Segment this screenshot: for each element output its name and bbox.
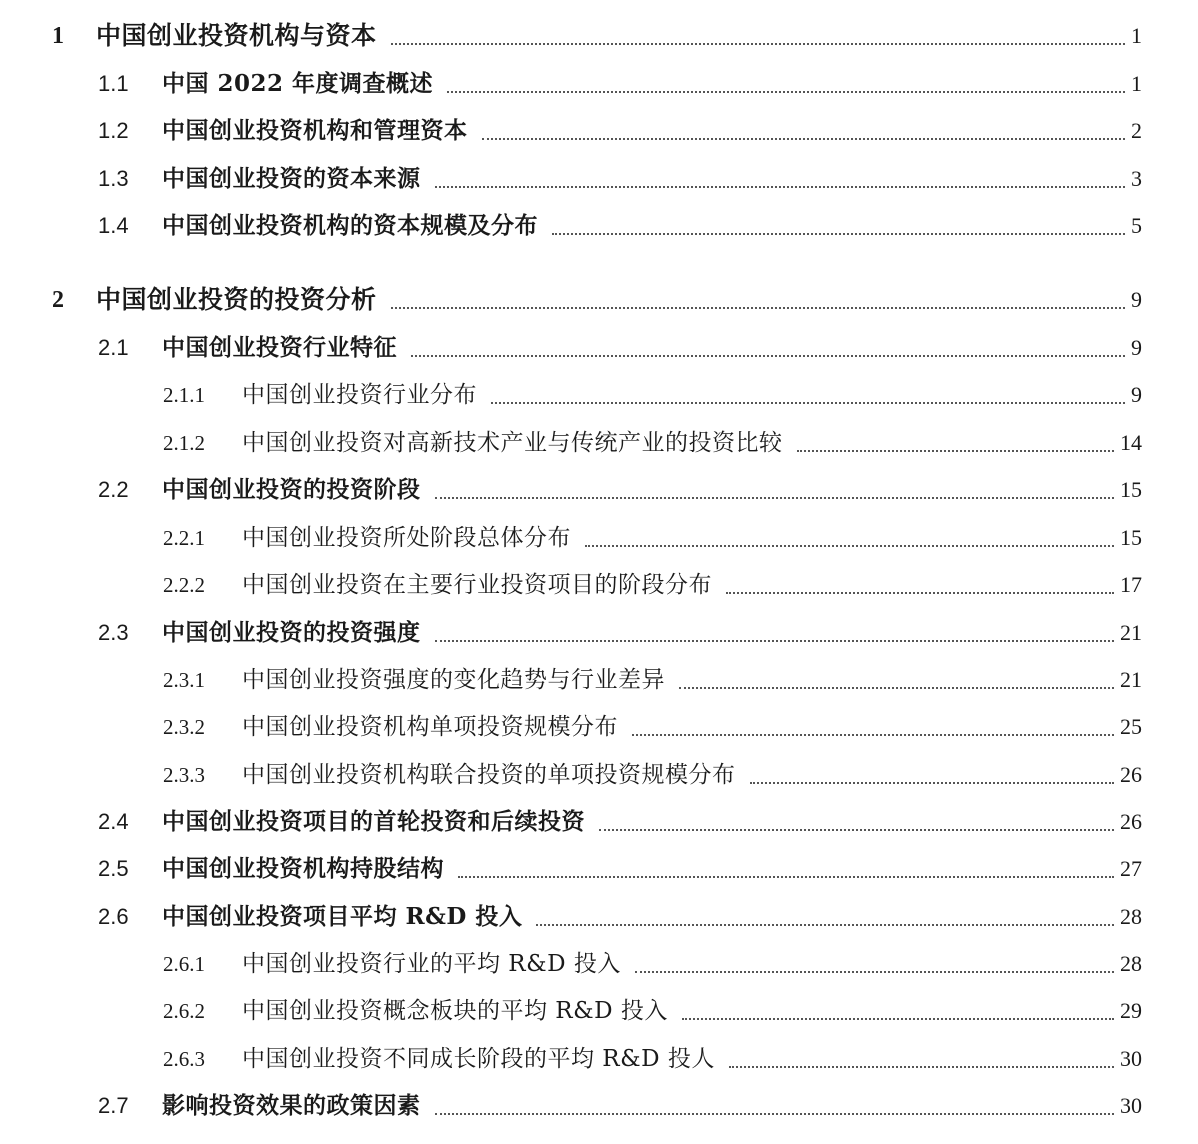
toc-entry[interactable] (0, 518, 1198, 558)
toc-entry-number: 1.3 (98, 166, 129, 191)
toc-entry[interactable] (0, 64, 1198, 104)
toc-entry[interactable] (0, 565, 1198, 605)
toc-entry[interactable] (0, 280, 1198, 320)
toc-entry-page: 27 (1120, 856, 1142, 881)
toc-dot-leader (536, 924, 1114, 926)
toc-dot-leader (599, 829, 1114, 831)
toc-entry-page: 25 (1120, 714, 1142, 739)
toc-entry-title: 中国创业投资概念板块的平均 R&D 投入 (242, 998, 668, 1024)
toc-entry-page: 29 (1120, 998, 1142, 1023)
toc-entry-page: 28 (1120, 904, 1142, 929)
toc-entry[interactable] (0, 660, 1198, 700)
toc-entry[interactable] (0, 328, 1198, 368)
toc-entry[interactable] (0, 707, 1198, 747)
toc-entry-title: 中国创业投资项目平均 R&D 投入 (162, 903, 523, 930)
toc-entry-page: 26 (1120, 809, 1142, 834)
toc-entry-number: 2.2 (98, 477, 129, 502)
toc-entry-number: 2.3.2 (163, 715, 205, 739)
toc-dot-leader (391, 307, 1125, 309)
toc-entry-page: 14 (1120, 430, 1142, 455)
toc-entry[interactable] (0, 375, 1198, 415)
toc-entry-page: 26 (1120, 762, 1142, 787)
toc-entry[interactable] (0, 206, 1198, 246)
toc-dot-leader (585, 545, 1114, 547)
toc-entry[interactable] (0, 111, 1198, 151)
toc-entry-page: 9 (1131, 335, 1142, 360)
toc-entry-number: 2.5 (98, 856, 129, 881)
toc-dot-leader (435, 497, 1114, 499)
toc-entry-title: 中国创业投资所处阶段总体分布 (242, 525, 571, 551)
toc-entry-number: 2.1.1 (163, 383, 205, 407)
toc-entry[interactable] (0, 16, 1198, 56)
toc-entry-page: 1 (1131, 71, 1142, 96)
toc-entry-number: 2.2.1 (163, 526, 205, 550)
toc-dot-leader (682, 1018, 1114, 1020)
toc-dot-leader (435, 640, 1114, 642)
toc-dot-leader (797, 450, 1114, 452)
toc-entry-title: 中国创业投资机构联合投资的单项投资规模分布 (242, 762, 736, 788)
toc-entry-title: 中国创业投资的投资阶段 (162, 476, 421, 503)
toc-entry-number: 1.2 (98, 118, 129, 143)
toc-entry-title: 中国创业投资的资本来源 (162, 165, 421, 192)
toc-dot-leader (632, 734, 1114, 736)
toc-entry-number: 1 (52, 23, 64, 49)
toc-entry-number: 2.1 (98, 335, 129, 360)
toc-entry-number: 2.1.2 (163, 431, 205, 455)
toc-entry-title: 中国创业投资行业分布 (242, 382, 477, 408)
toc-entry-title: 中国创业投资机构与资本 (96, 21, 377, 50)
toc-entry-page: 1 (1131, 23, 1142, 48)
toc-entry-page: 2 (1131, 118, 1142, 143)
toc-entry[interactable] (0, 1039, 1198, 1079)
toc-dot-leader (435, 1113, 1114, 1115)
toc-entry-title: 中国创业投资的投资分析 (96, 285, 377, 314)
toc-entry-title: 中国创业投资机构持股结构 (162, 855, 444, 882)
toc-dot-leader (726, 592, 1114, 594)
toc-dot-leader (679, 687, 1114, 689)
toc-entry-title: 中国创业投资机构单项投资规模分布 (242, 714, 618, 740)
toc-entry-title: 中国创业投资行业特征 (162, 334, 397, 361)
toc-entry-page: 5 (1131, 213, 1142, 238)
toc-entry[interactable] (0, 897, 1198, 937)
toc-entry-title: 中国创业投资不同成长阶段的平均 R&D 投人 (242, 1046, 715, 1072)
toc-entry[interactable] (0, 1086, 1198, 1126)
toc-entry-page: 21 (1120, 667, 1142, 692)
toc-entry-title: 中国创业投资机构的资本规模及分布 (162, 212, 538, 239)
toc-entry-page: 9 (1131, 287, 1142, 312)
toc-dot-leader (491, 402, 1125, 404)
toc-entry-page: 30 (1120, 1046, 1142, 1071)
toc-entry[interactable] (0, 470, 1198, 510)
toc-entry-title: 中国创业投资行业的平均 R&D 投入 (242, 951, 621, 977)
toc-entry[interactable] (0, 755, 1198, 795)
toc-entry[interactable] (0, 613, 1198, 653)
toc-entry[interactable] (0, 991, 1198, 1031)
toc-entry-number: 2.6.1 (163, 952, 205, 976)
toc-entry[interactable] (0, 423, 1198, 463)
toc-dot-leader (729, 1066, 1114, 1068)
toc-dot-leader (447, 91, 1125, 93)
toc-dot-leader (411, 355, 1125, 357)
toc-dot-leader (635, 971, 1114, 973)
toc-entry-number: 2 (52, 287, 64, 313)
toc-entry-page: 3 (1131, 166, 1142, 191)
toc-entry-title: 影响投资效果的政策因素 (162, 1092, 421, 1119)
toc-entry-page: 30 (1120, 1093, 1142, 1118)
toc-entry-number: 2.3 (98, 620, 129, 645)
toc-entry-number: 1.1 (98, 71, 129, 96)
toc-entry-title: 中国创业投资在主要行业投资项目的阶段分布 (242, 572, 712, 598)
toc-entry-number: 1.4 (98, 213, 129, 238)
toc-entry-page: 28 (1120, 951, 1142, 976)
toc-dot-leader (750, 782, 1114, 784)
toc-entry-title: 中国 2022 年度调查概述 (162, 70, 434, 97)
toc-dot-leader (458, 876, 1114, 878)
toc-entry-page: 9 (1131, 382, 1142, 407)
toc-entry-title: 中国创业投资强度的变化趋势与行业差异 (242, 667, 665, 693)
toc-entry-number: 2.6 (98, 904, 129, 929)
toc-entry-number: 2.3.3 (163, 763, 205, 787)
toc-entry-number: 2.7 (98, 1093, 129, 1118)
toc-entry-number: 2.6.3 (163, 1047, 205, 1071)
toc-entry-page: 21 (1120, 620, 1142, 645)
toc-entry-number: 2.6.2 (163, 999, 205, 1023)
toc-entry-title: 中国创业投资对高新技术产业与传统产业的投资比较 (242, 430, 783, 456)
toc-entry-page: 15 (1120, 525, 1142, 550)
toc-entry-page: 17 (1120, 572, 1142, 597)
toc-dot-leader (435, 186, 1125, 188)
toc-dot-leader (391, 43, 1125, 45)
toc-dot-leader (482, 138, 1125, 140)
toc-entry-title: 中国创业投资项目的首轮投资和后续投资 (162, 808, 585, 835)
toc-entry-page: 15 (1120, 477, 1142, 502)
toc-entry[interactable] (0, 944, 1198, 984)
toc-entry[interactable] (0, 849, 1198, 889)
toc-dot-leader (552, 233, 1125, 235)
toc-entry[interactable] (0, 159, 1198, 199)
toc-entry-number: 2.4 (98, 809, 129, 834)
toc-entry-title: 中国创业投资机构和管理资本 (162, 117, 468, 144)
toc-entry-number: 2.3.1 (163, 668, 205, 692)
toc-entry[interactable] (0, 802, 1198, 842)
toc-entry-title: 中国创业投资的投资强度 (162, 619, 421, 646)
toc-entry-number: 2.2.2 (163, 573, 205, 597)
